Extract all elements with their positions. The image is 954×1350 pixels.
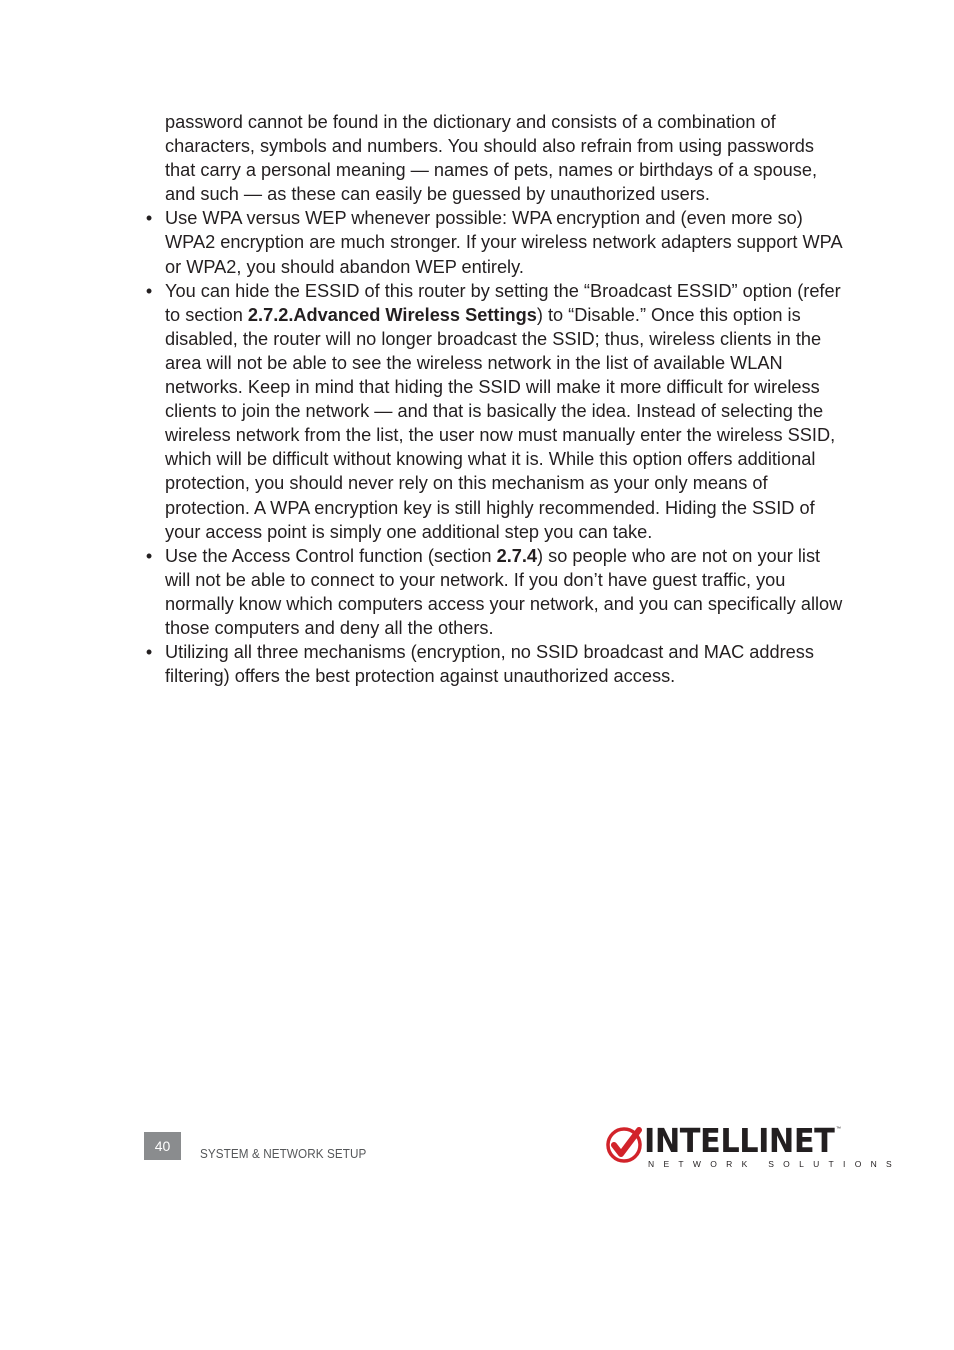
logo-trademark: ™ [836, 1126, 841, 1132]
tips-list [145, 206, 845, 688]
list-item [145, 640, 845, 688]
intro-paragraph: password cannot be found in the dictionary and consists of a combination of characters, symbols and numbers. You should also refrain from using passwords that carry a personal meaning — names of pets, names or birthdays of a spouse, and such — as these can easily be guessed by unauthorized users. [165, 112, 818, 205]
list-item [145, 544, 845, 640]
logo-tagline: NETWORK SOLUTIONS [648, 1159, 902, 1169]
bullet-marker: • [145, 545, 153, 566]
bullet-marker: • [145, 208, 153, 229]
bullet-marker: • [145, 642, 153, 663]
list-item-text: ) to “Disable.” Once this option is disabled, the router will no longer broadcast the SSID; thus, wireless clients in the area will not be able to see the wireless network in the list of available WLAN networks. Keep in mind that hiding the SSID will make it more difficult for wireless clients to join the network — and that is basically the idea. Instead of selecting the wireless network from the list, the user now must manually enter the wireless SSID, which will be difficult without knowing what it is. While this option offers additional protection, you should never rely on this mechanism as your only means of protection. A WPA encryption key is still highly recommended. Hiding the SSID of your access point is simply one additional step you can take. [165, 304, 836, 542]
intellinet-logo [606, 1121, 902, 1172]
list-item-text: Use WPA versus WEP whenever possible: WPA encryption and (even more so) WPA2 encryption are much stronger. If your wireless network adapters support WPA or WPA2, you should abandon WEP entirely. [165, 208, 842, 277]
main-content [145, 110, 845, 688]
footer-section-label: SYSTEM & NETWORK SETUP [200, 1146, 367, 1161]
list-item-text: You can hide the ESSID of this router by setting the “Broadcast ESSID” option (refer to section [165, 280, 841, 325]
section-reference: 2.7.2.Advanced Wireless Settings [247, 304, 537, 325]
list-item [145, 279, 845, 544]
section-reference: 2.7.4 [496, 545, 538, 566]
list-item-text: Utilizing all three mechanisms (encryption, no SSID broadcast and MAC address filtering) offers the best protection against unauthorized access. [165, 642, 814, 687]
list-item-text: ) so people who are not on your list will not be able to connect to your network. If you don’t have guest traffic, you normally know which computers access your network, and you can specifically allow those computers and deny all the others. [165, 545, 843, 638]
list-item-text: Use the Access Control function (section [165, 545, 497, 566]
list-item [145, 206, 845, 278]
page-number: 40 [144, 1132, 181, 1160]
logo-wordmark: INTELLINET [644, 1121, 835, 1160]
checkmark-circle-icon [606, 1127, 642, 1163]
bullet-marker: • [145, 280, 153, 301]
